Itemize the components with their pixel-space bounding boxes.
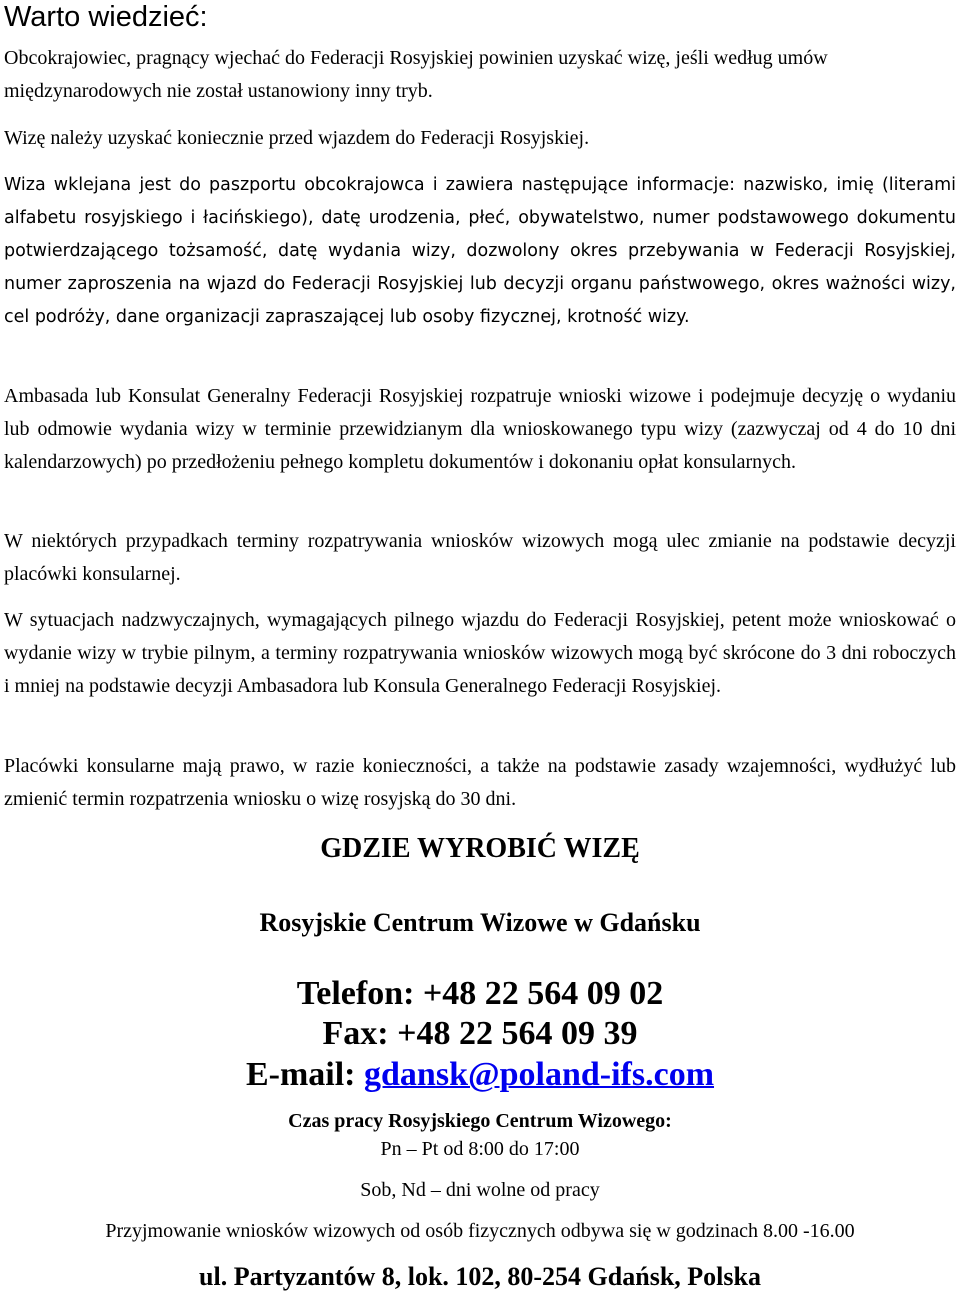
phone-line: Telefon: +48 22 564 09 02 bbox=[296, 975, 664, 1012]
paragraph-terms-change: W niektórych przypadkach terminy rozpatrywania wniosków wizowych mogą ulec zmianie na podstawie decyzji placówki konsularnej. bbox=[4, 530, 956, 585]
hours-weekend: Sob, Nd – dni wolne od pracy bbox=[360, 1179, 600, 1201]
paragraph-visa-before-entry: Wizę należy uzyskać koniecznie przed wjazdem do Federacji Rosyjskiej. bbox=[4, 127, 590, 149]
paragraph-visa-contents: Wiza wklejana jest do paszportu obcokrajowca i zawiera następujące informacje: nazwisko, imię (literami alfabetu rosyjskiego i łacińskiego), datę urodzenia, płeć, obywatelstwo, numer podstawowego dokumentu potwierdzającego tożsamość, datę wydania wizy, dozwolony okres przebywania w Federacji Rosyjskiej, numer zaproszenia na wjazd do Federacji Rosyjskiej lub decyzji organu państwowego, okres ważności wizy, cel podróży, dane organizacji zapraszającej lub osoby fizycznej, krotność wizy. bbox=[4, 175, 956, 327]
where-heading: GDZIE WYROBIĆ WIZĘ bbox=[320, 833, 640, 864]
fax-line: Fax: +48 22 564 09 39 bbox=[322, 1015, 638, 1052]
address: ul. Partyzantów 8, lok. 102, 80-254 Gdańsk, Polska bbox=[199, 1262, 761, 1291]
paragraph-intro: Obcokrajowiec, pragnący wjechać do Federacji Rosyjskiej powinien uzyskać wizę, jeśli według umów międzynarodowych nie został ustanowiony inny tryb. bbox=[4, 47, 828, 102]
hours-title: Czas pracy Rosyjskiego Centrum Wizowego: bbox=[288, 1110, 672, 1132]
hours-weekdays: Pn – Pt od 8:00 do 17:00 bbox=[380, 1138, 580, 1160]
paragraph-urgent: W sytuacjach nadzwyczajnych, wymagających pilnego wjazdu do Federacji Rosyjskiej, petent może wnioskować o wydanie wizy w trybie pilnym, a terminy rozpatrywania wniosków wizowych mogą być skrócone do 3 dni roboczych i mniej na podstawie decyzji Ambasadora lub Konsula Generalnego Federacji Rosyjskiej. bbox=[4, 609, 956, 697]
email-link[interactable]: gdansk@poland-ifs.com bbox=[364, 1056, 715, 1093]
page-heading: Warto wiedzieć: bbox=[4, 1, 208, 33]
email-line bbox=[0, 1055, 960, 1095]
paragraph-extension: Placówki konsularne mają prawo, w razie konieczności, a także na podstawie zasady wzajemności, wydłużyć lub zmienić termin rozpatrzenia wniosku o wizę rosyjską do 30 dni. bbox=[4, 755, 956, 810]
paragraph-processing: Ambasada lub Konsulat Generalny Federacji Rosyjskiej rozpatruje wnioski wizowe i podejmuje decyzję o wydaniu lub odmowie wydania wizy w terminie przewidzianym dla wnioskowanego typu wizy (zazwyczaj od 4 do 10 dni kalendarzowych) po przedłożeniu pełnego kompletu dokumentów i dokonaniu opłat konsularnych. bbox=[4, 385, 956, 473]
hours-applications: Przyjmowanie wniosków wizowych od osób fizycznych odbywa się w godzinach 8.00 -16.00 bbox=[105, 1220, 855, 1242]
centre-name: Rosyjskie Centrum Wizowe w Gdańsku bbox=[259, 908, 701, 937]
email-label: E-mail: bbox=[245, 1056, 365, 1093]
